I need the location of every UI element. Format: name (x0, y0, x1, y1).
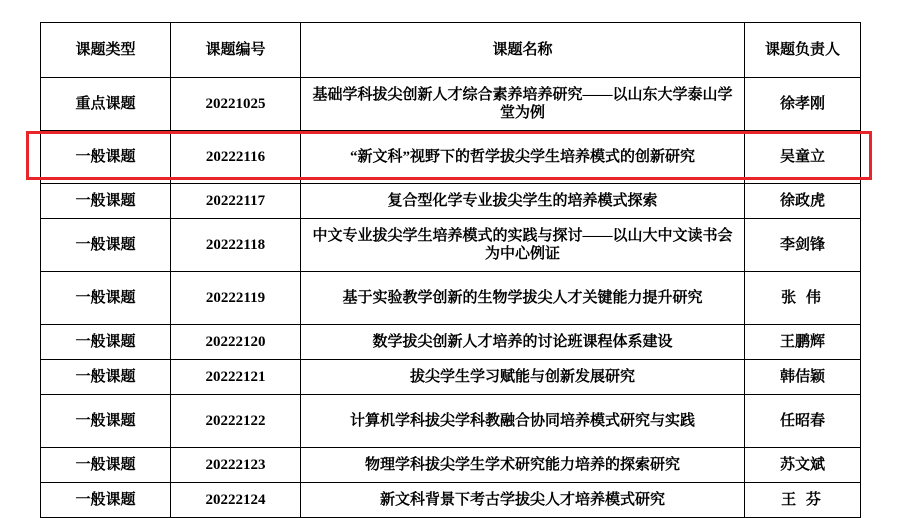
cell-name: 拔尖学生学习赋能与创新发展研究 (301, 360, 745, 395)
table-row (41, 448, 861, 483)
cell-code: 20222123 (171, 448, 301, 483)
cell-name: 基础学科拔尖创新人才综合素养培养研究——以山东大学泰山学堂为例 (301, 78, 745, 131)
project-table-container (40, 22, 860, 518)
table-row (41, 360, 861, 395)
cell-owner: 李剑锋 (745, 219, 861, 272)
header-owner: 课题负责人 (745, 23, 861, 78)
cell-owner: 徐政虎 (745, 184, 861, 219)
cell-type: 一般课题 (41, 325, 171, 360)
table-header (41, 23, 861, 78)
cell-code: 20222119 (171, 272, 301, 325)
cell-code: 20222116 (171, 131, 301, 184)
cell-owner: 吴童立 (745, 131, 861, 184)
cell-type: 一般课题 (41, 184, 171, 219)
cell-owner: 任昭春 (745, 395, 861, 448)
header-type: 课题类型 (41, 23, 171, 78)
cell-code: 20222121 (171, 360, 301, 395)
cell-code: 20222122 (171, 395, 301, 448)
cell-owner: 王鹏辉 (745, 325, 861, 360)
cell-code: 20222117 (171, 184, 301, 219)
cell-name: 复合型化学专业拔尖学生的培养模式探索 (301, 184, 745, 219)
cell-code: 20222118 (171, 219, 301, 272)
table-row (41, 131, 861, 184)
cell-owner: 徐孝刚 (745, 78, 861, 131)
cell-code: 20222124 (171, 483, 301, 518)
cell-name: 中文专业拔尖学生培养模式的实践与探讨——以山大中文读书会为中心例证 (301, 219, 745, 272)
cell-type: 一般课题 (41, 483, 171, 518)
cell-type: 一般课题 (41, 272, 171, 325)
cell-type: 一般课题 (41, 131, 171, 184)
cell-name: 基于实验教学创新的生物学拔尖人才关键能力提升研究 (301, 272, 745, 325)
table-row (41, 395, 861, 448)
header-name: 课题名称 (301, 23, 745, 78)
cell-code: 20221025 (171, 78, 301, 131)
table-row (41, 219, 861, 272)
cell-type: 一般课题 (41, 448, 171, 483)
table-header-row (41, 23, 861, 78)
cell-type: 一般课题 (41, 219, 171, 272)
cell-type: 重点课题 (41, 78, 171, 131)
project-table (40, 22, 861, 518)
table-row (41, 78, 861, 131)
cell-owner: 苏文斌 (745, 448, 861, 483)
cell-name: 计算机学科拔尖学科教融合协同培养模式研究与实践 (301, 395, 745, 448)
cell-name: 物理学科拔尖学生学术研究能力培养的探索研究 (301, 448, 745, 483)
cell-type: 一般课题 (41, 395, 171, 448)
cell-owner: 韩佶颖 (745, 360, 861, 395)
cell-name: 新文科背景下考古学拔尖人才培养模式研究 (301, 483, 745, 518)
cell-owner: 王 芬 (745, 483, 861, 518)
table-row (41, 272, 861, 325)
cell-type: 一般课题 (41, 360, 171, 395)
cell-name: 数学拔尖创新人才培养的讨论班课程体系建设 (301, 325, 745, 360)
table-row (41, 483, 861, 518)
cell-code: 20222120 (171, 325, 301, 360)
table-row (41, 325, 861, 360)
cell-name: “新文科”视野下的哲学拔尖学生培养模式的创新研究 (301, 131, 745, 184)
header-code: 课题编号 (171, 23, 301, 78)
cell-owner: 张 伟 (745, 272, 861, 325)
table-row (41, 184, 861, 219)
